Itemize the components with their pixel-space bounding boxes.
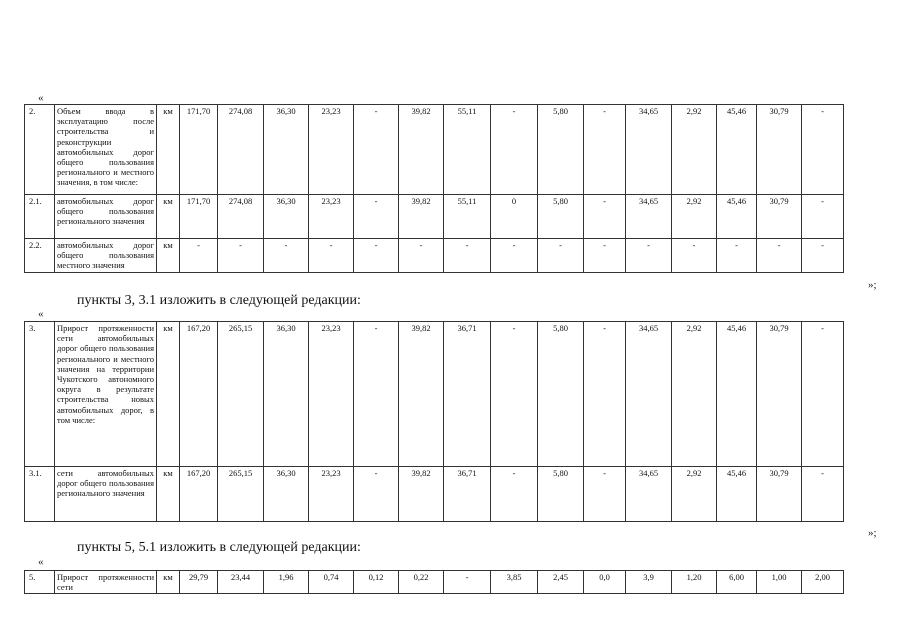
value-cell: 0 <box>491 195 538 239</box>
value-cell: 5,80 <box>538 105 584 195</box>
value-cell: 36,71 <box>444 467 491 522</box>
value-cell: 3,85 <box>491 571 538 594</box>
value-cell: - <box>538 239 584 273</box>
row-unit: км <box>157 239 180 273</box>
value-cell: 2,00 <box>802 571 844 594</box>
value-cell: 274,08 <box>218 195 264 239</box>
value-cell: 1,96 <box>264 571 309 594</box>
table-row <box>25 571 895 594</box>
value-cell: 265,15 <box>218 322 264 467</box>
value-cell: - <box>491 467 538 522</box>
value-cell: 29,79 <box>180 571 218 594</box>
value-cell: - <box>802 239 844 273</box>
table-row <box>25 195 895 239</box>
value-cell: 34,65 <box>626 322 672 467</box>
open-quote-3: « <box>38 556 44 568</box>
value-cell: 2,92 <box>672 322 717 467</box>
row-description: Прирост протяженности сети автомобильных дорог общего пользования регионального и местного значения на территории Чукотского автономного округа в результате строительства новых автомобильных дорог, в том числе: <box>55 322 157 467</box>
value-cell: - <box>354 467 399 522</box>
indicators-table-3 <box>24 321 895 522</box>
value-cell: 171,70 <box>180 195 218 239</box>
value-cell: 2,45 <box>538 571 584 594</box>
value-cell: 30,79 <box>757 105 802 195</box>
value-cell: 30,79 <box>757 467 802 522</box>
amendment-note-3: пункты 3, 3.1 изложить в следующей редакции: <box>77 293 361 308</box>
value-cell: 23,23 <box>309 322 354 467</box>
indicators-table-2 <box>24 104 895 273</box>
value-cell: 5,80 <box>538 467 584 522</box>
table-row <box>25 467 895 522</box>
value-cell: - <box>180 239 218 273</box>
value-cell: 45,46 <box>717 322 757 467</box>
row-unit: км <box>157 322 180 467</box>
value-cell: - <box>354 195 399 239</box>
value-cell: 0,22 <box>399 571 444 594</box>
value-cell: 34,65 <box>626 467 672 522</box>
value-cell: 39,82 <box>399 467 444 522</box>
value-cell: - <box>491 105 538 195</box>
value-cell: 167,20 <box>180 322 218 467</box>
row-number: 2.2. <box>25 239 55 273</box>
value-cell: - <box>444 571 491 594</box>
value-cell: - <box>672 239 717 273</box>
value-cell: 39,82 <box>399 322 444 467</box>
row-number: 3. <box>25 322 55 467</box>
value-cell: - <box>218 239 264 273</box>
close-quote-1: »; <box>868 279 877 291</box>
row-number: 3.1. <box>25 467 55 522</box>
value-cell: 23,44 <box>218 571 264 594</box>
value-cell: - <box>717 239 757 273</box>
value-cell: 5,80 <box>538 322 584 467</box>
row-number: 2. <box>25 105 55 195</box>
value-cell: 36,71 <box>444 322 491 467</box>
value-cell: - <box>584 322 626 467</box>
value-cell: - <box>354 322 399 467</box>
value-cell: - <box>584 195 626 239</box>
indicators-table-5 <box>24 570 895 594</box>
close-quote-2: »; <box>868 527 877 539</box>
value-cell: 23,23 <box>309 195 354 239</box>
row-unit: км <box>157 571 180 594</box>
value-cell: 171,70 <box>180 105 218 195</box>
value-cell: 274,08 <box>218 105 264 195</box>
value-cell: - <box>444 239 491 273</box>
row-description: автомобильных дорог общего пользования местного значения <box>55 239 157 273</box>
value-cell: 1,00 <box>757 571 802 594</box>
value-cell: - <box>584 105 626 195</box>
value-cell: 0,74 <box>309 571 354 594</box>
value-cell: 30,79 <box>757 195 802 239</box>
value-cell: 45,46 <box>717 195 757 239</box>
row-unit: км <box>157 195 180 239</box>
row-number: 5. <box>25 571 55 594</box>
value-cell: 167,20 <box>180 467 218 522</box>
value-cell: - <box>354 105 399 195</box>
value-cell: 265,15 <box>218 467 264 522</box>
value-cell: - <box>309 239 354 273</box>
value-cell: 45,46 <box>717 467 757 522</box>
value-cell: 1,20 <box>672 571 717 594</box>
value-cell: - <box>264 239 309 273</box>
value-cell: - <box>802 195 844 239</box>
value-cell: 23,23 <box>309 467 354 522</box>
value-cell: 2,92 <box>672 467 717 522</box>
value-cell: 30,79 <box>757 322 802 467</box>
value-cell: - <box>757 239 802 273</box>
value-cell: - <box>584 467 626 522</box>
value-cell: 6,00 <box>717 571 757 594</box>
value-cell: - <box>491 239 538 273</box>
value-cell: - <box>802 467 844 522</box>
value-cell: 55,11 <box>444 105 491 195</box>
value-cell: - <box>399 239 444 273</box>
value-cell: - <box>802 322 844 467</box>
row-description: автомобильных дорог общего пользования регионального значения <box>55 195 157 239</box>
row-unit: км <box>157 467 180 522</box>
open-quote-2: « <box>38 308 44 320</box>
value-cell: 55,11 <box>444 195 491 239</box>
row-number: 2.1. <box>25 195 55 239</box>
value-cell: 39,82 <box>399 195 444 239</box>
row-description: сети автомобильных дорог общего пользования регионального значения <box>55 467 157 522</box>
value-cell: 2,92 <box>672 195 717 239</box>
table-row <box>25 239 895 273</box>
value-cell: - <box>626 239 672 273</box>
value-cell: - <box>584 239 626 273</box>
row-description: Объем ввода в эксплуатацию после строительства и реконструкции автомобильных дорог общего пользования регионального и местного значения, в том числе: <box>55 105 157 195</box>
value-cell: 23,23 <box>309 105 354 195</box>
value-cell: 34,65 <box>626 105 672 195</box>
value-cell: 5,80 <box>538 195 584 239</box>
value-cell: - <box>491 322 538 467</box>
value-cell: 0,12 <box>354 571 399 594</box>
value-cell: 3,9 <box>626 571 672 594</box>
value-cell: 36,30 <box>264 467 309 522</box>
value-cell: 39,82 <box>399 105 444 195</box>
value-cell: 45,46 <box>717 105 757 195</box>
value-cell: 36,30 <box>264 322 309 467</box>
value-cell: 36,30 <box>264 105 309 195</box>
value-cell: - <box>802 105 844 195</box>
value-cell: 2,92 <box>672 105 717 195</box>
open-quote-1: « <box>38 92 44 104</box>
value-cell: 34,65 <box>626 195 672 239</box>
table-row <box>25 322 895 467</box>
row-unit: км <box>157 105 180 195</box>
table-row <box>25 105 895 195</box>
value-cell: 0,0 <box>584 571 626 594</box>
amendment-note-5: пункты 5, 5.1 изложить в следующей редакции: <box>77 540 361 555</box>
row-description: Прирост протяженности сети <box>55 571 157 594</box>
value-cell: 36,30 <box>264 195 309 239</box>
value-cell: - <box>354 239 399 273</box>
